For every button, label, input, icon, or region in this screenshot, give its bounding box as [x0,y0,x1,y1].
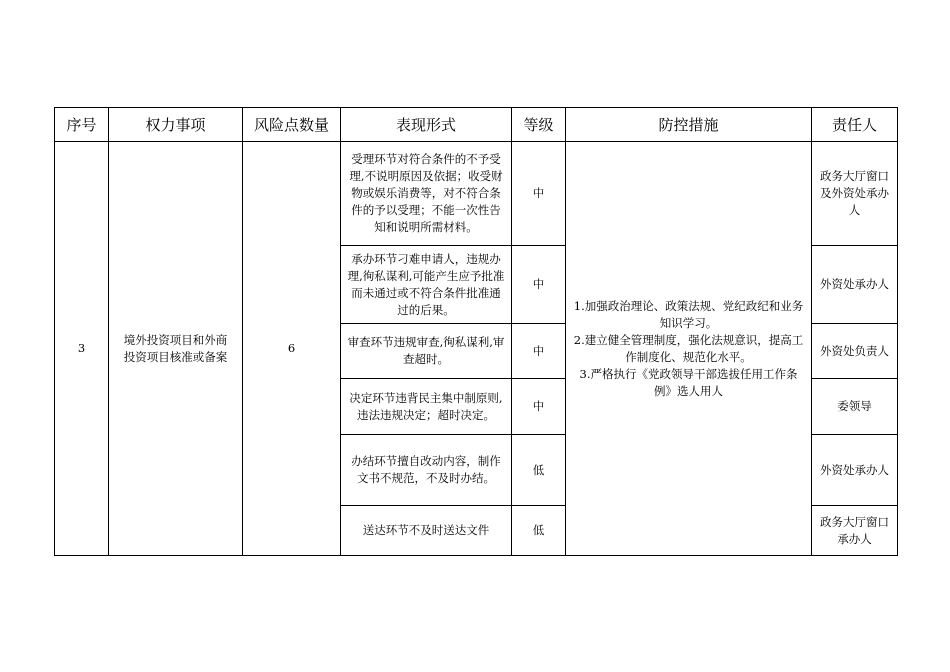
measure-item: 1.加强政治理论、政策法规、党纪政纪和业务知识学习。 [573,298,804,330]
risk-level: 中 [512,324,566,379]
risk-level: 中 [512,379,566,435]
measure-item: 3.严格执行《党政领导干部选拔任用工作条例》选人用人 [579,366,798,398]
risk-owner: 外资处承办人 [812,246,898,324]
risk-form: 受理环节对符合条件的不予受理,不说明原因及依据；收受财物或娱乐消费等，对不符合条件的予以受理；不能一次性告知和说明所需材料。 [341,142,512,246]
risk-form: 办结环节擅自改动内容，制作文书不规范，不及时办结。 [341,435,512,506]
header-owner: 责任人 [812,108,898,142]
risk-owner: 外资处承办人 [812,435,898,506]
measure-item: 2.建立健全管理制度，强化法规意识，提高工作制度化、规范化水平。 [573,332,804,364]
risk-owner: 政务大厅窗口及外资处承办人 [812,142,898,246]
header-power: 权力事项 [109,108,243,142]
risk-form: 审查环节违规审查,徇私谋利,审查超时。 [341,324,512,379]
item-seq: 3 [55,142,109,556]
risk-control-table [54,107,898,556]
risk-form: 送达环节不及时送达文件 [341,506,512,556]
risk-form: 承办环节刁难申请人，违规办理,徇私谋利,可能产生应予批准而未通过或不符合条件批准通过的后果。 [341,246,512,324]
header-level: 等级 [512,108,566,142]
header-form: 表现形式 [341,108,512,142]
risk-level: 中 [512,142,566,246]
risk-owner: 外资处负责人 [812,324,898,379]
header-measures: 防控措施 [566,108,812,142]
header-risk-count: 风险点数量 [243,108,341,142]
table-row [55,142,898,246]
item-risk-count: 6 [243,142,341,556]
risk-level: 低 [512,506,566,556]
risk-level: 低 [512,435,566,506]
risk-owner: 政务大厅窗口承办人 [812,506,898,556]
risk-owner: 委领导 [812,379,898,435]
risk-level: 中 [512,246,566,324]
risk-form: 决定环节违背民主集中制原则,违法违规决定；超时决定。 [341,379,512,435]
item-power: 境外投资项目和外商投资项目核准或备案 [109,142,243,556]
header-seq: 序号 [55,108,109,142]
header-row [55,108,898,142]
control-measures [566,142,812,556]
